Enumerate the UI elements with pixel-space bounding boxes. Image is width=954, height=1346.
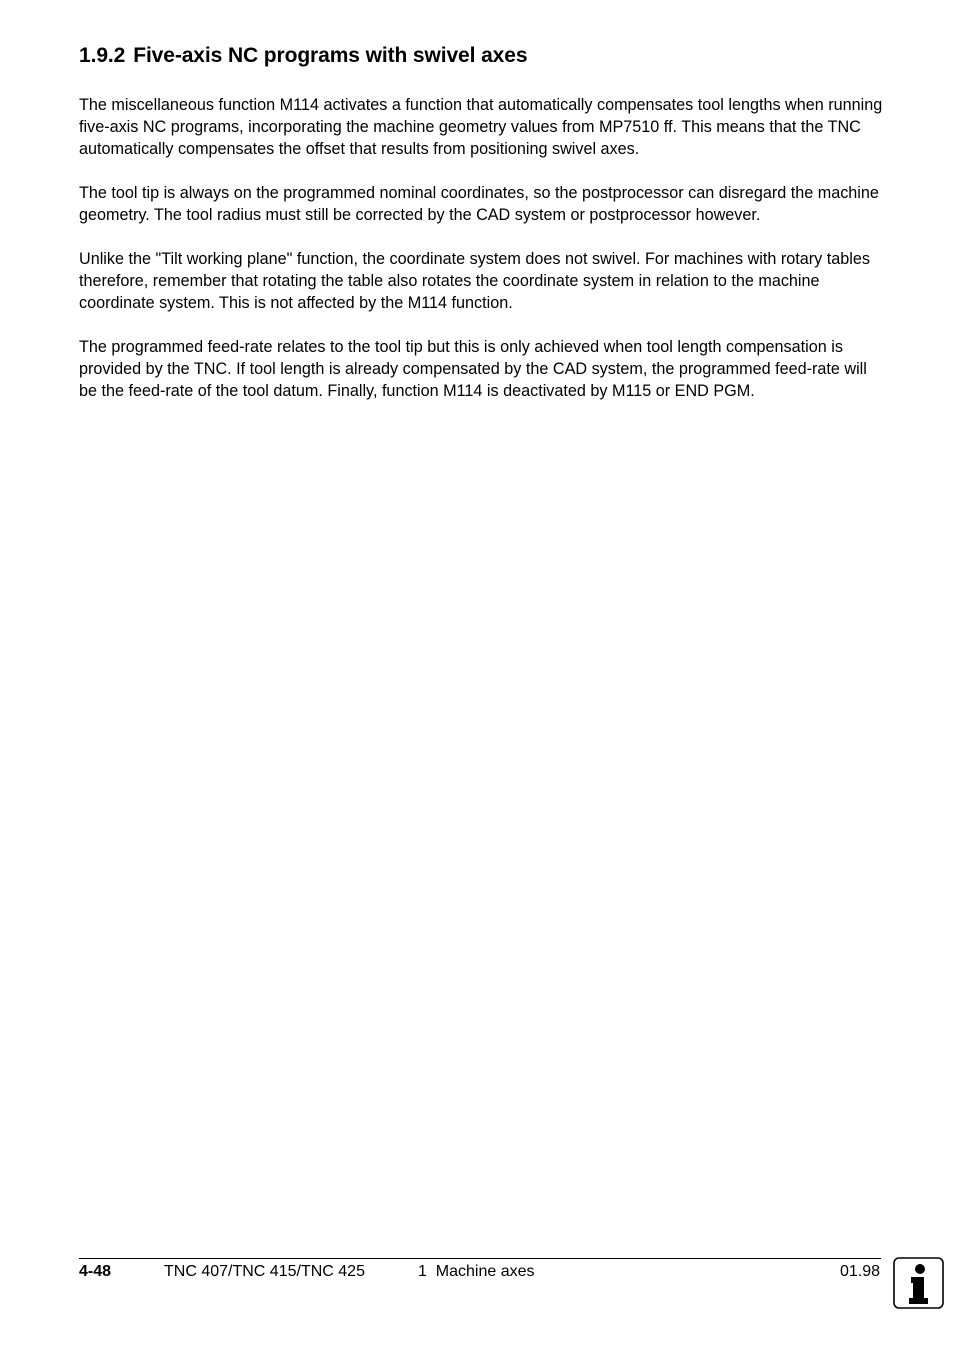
paragraph-feed-rate: The programmed feed-rate relates to the tool tip but this is only achieved when tool length compensation is provided by the TNC. If tool length is already compensated by the CAD system, the programmed feed-rate will be the feed-rate of the tool datum. Finally, function M114 is deactivated by M115 or END PGM. — [79, 338, 867, 400]
footer-date: 01.98 — [839, 1263, 880, 1280]
info-icon — [893, 1257, 944, 1309]
paragraph-tool-tip: The tool tip is always on the programmed nominal coordinates, so the postprocessor can disregard the machine geometry. The tool radius must still be corrected by the CAD system or postprocessor however. — [79, 184, 879, 224]
footer-product: TNC 407/TNC 415/TNC 425 — [164, 1263, 365, 1280]
section-number: 1.9.2 — [79, 44, 126, 67]
section-title: Five-axis NC programs with swivel axes — [133, 44, 528, 67]
body-text — [79, 94, 889, 424]
footer-divider — [79, 1258, 881, 1259]
footer-page-number: 4-48 — [79, 1263, 112, 1280]
paragraph-coordinate-system: Unlike the "Tilt working plane" function, the coordinate system does not swivel. For machines with rotary tables therefore, remember that rotating the table also rotates the coordinate system in relation to the machine coordinate system. This is not affected by the M114 function. — [79, 250, 870, 312]
section-heading — [79, 44, 527, 68]
paragraph-m114-intro: The miscellaneous function M114 activates a function that automatically compensates tool lengths when running five-axis NC programs, incorporating the machine geometry values from MP7510 ff. This means that the TNC automatically compensates the offset that results from positioning swivel axes. — [79, 96, 883, 158]
footer-chapter: 1 Machine axes — [418, 1263, 535, 1280]
